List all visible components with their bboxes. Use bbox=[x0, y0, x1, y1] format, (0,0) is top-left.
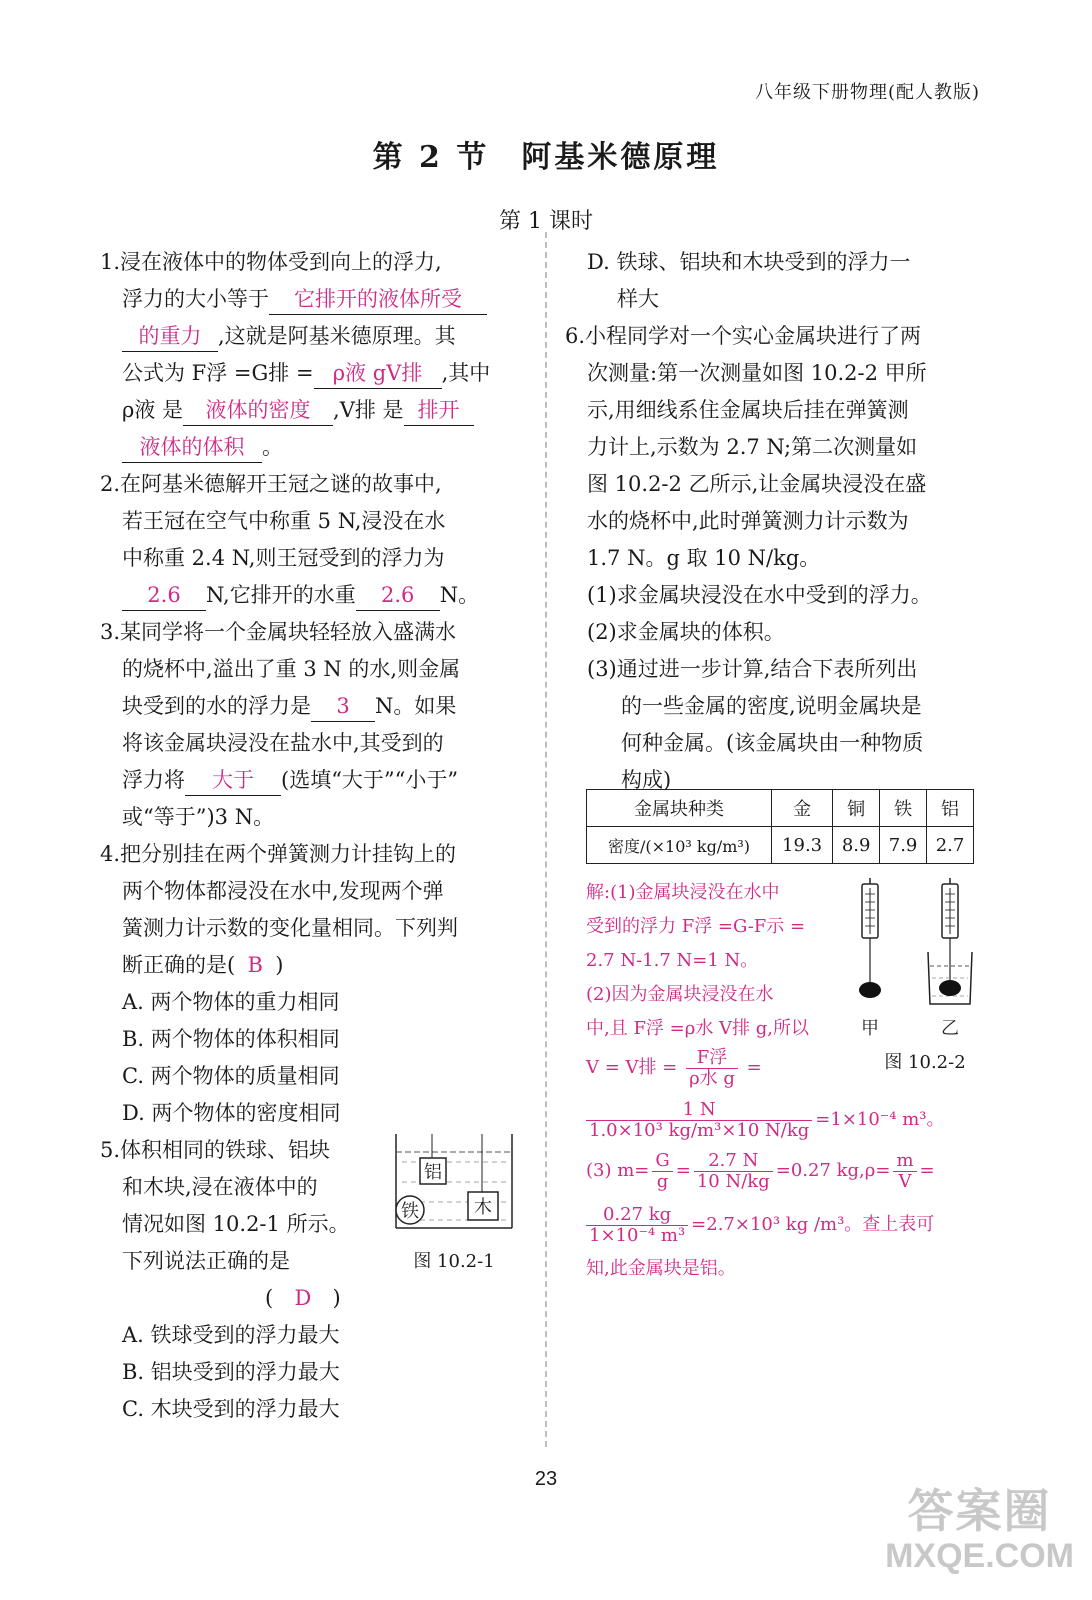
beaker-diagram bbox=[392, 1132, 516, 1240]
table-cell: 8.9 bbox=[833, 827, 880, 864]
table-row bbox=[587, 827, 974, 864]
answer-blank: 3 bbox=[311, 691, 375, 722]
denominator: 10 N/kg bbox=[696, 1170, 770, 1192]
watermark-url: MXQE.COM bbox=[885, 1537, 1074, 1575]
text: ρ液 是 bbox=[122, 398, 184, 422]
question-3 bbox=[100, 614, 520, 836]
solution-line: 知,此金属块是铝。 bbox=[586, 1258, 736, 1279]
label-iron: 铁 bbox=[401, 1201, 419, 1222]
answer-blank: 2.6 bbox=[122, 580, 206, 611]
table-cell: 铜 bbox=[833, 790, 880, 827]
answer-blank: 液体的密度 bbox=[183, 395, 333, 426]
text-line bbox=[100, 355, 520, 392]
question-1 bbox=[100, 244, 520, 466]
answer-blank: 的重力 bbox=[122, 321, 218, 352]
text-line: 示,用细线系住金属块后挂在弹簧测 bbox=[587, 398, 909, 422]
text: 公式为 F浮 =G排 = bbox=[122, 361, 314, 385]
text-line bbox=[100, 762, 520, 799]
text-line: 何种金属。(该金属块由一种物质 bbox=[621, 731, 924, 755]
option-d: D. 铁球、铝块和木块受到的浮力一 bbox=[587, 250, 911, 274]
option-b: B. 铝块受到的浮力最大 bbox=[122, 1360, 340, 1384]
text-line: 6.小程同学对一个实心金属块进行了两 bbox=[565, 324, 922, 348]
text-line: 图 10.2-2 乙所示,让金属块浸没在盛 bbox=[587, 472, 927, 496]
text-line bbox=[100, 947, 520, 984]
table-cell: 2.7 bbox=[927, 827, 974, 864]
text-line: 3.某同学将一个金属块轻轻放入盛满水 bbox=[100, 620, 457, 644]
text-line: 中称重 2.4 N,则王冠受到的浮力为 bbox=[122, 546, 445, 570]
answer-blank: 大于 bbox=[185, 765, 281, 796]
spring-scale-b bbox=[928, 878, 972, 1004]
sub-question-3: (3)通过进一步计算,结合下表所列出 bbox=[587, 657, 918, 681]
text-line: 5.体积相同的铁球、铝块 bbox=[100, 1138, 331, 1162]
table-cell: 19.3 bbox=[772, 827, 833, 864]
text: 块受到的水的浮力是 bbox=[122, 694, 311, 718]
text: = bbox=[746, 1057, 762, 1078]
numerator: 1 N bbox=[586, 1100, 812, 1121]
fraction bbox=[586, 1100, 812, 1141]
text: ,V排 是 bbox=[333, 398, 404, 422]
text: ,其中 bbox=[441, 361, 491, 385]
table-cell: 金属块种类 bbox=[587, 790, 772, 827]
sub-question-2: (2)求金属块的体积。 bbox=[587, 620, 785, 644]
fraction bbox=[893, 1151, 916, 1192]
text-line bbox=[100, 688, 520, 725]
solution-line: 受到的浮力 F浮 =G-F示 = bbox=[586, 916, 806, 937]
question-5 bbox=[100, 1132, 520, 1428]
text-line: 的烧杯中,溢出了重 3 N 的水,则金属 bbox=[122, 657, 461, 681]
question-6 bbox=[565, 318, 985, 799]
column-divider bbox=[545, 232, 547, 1447]
table-cell: 金 bbox=[772, 790, 833, 827]
solution-line bbox=[586, 1096, 986, 1144]
text-line: 簧测力计示数的变化量相同。下列判 bbox=[122, 916, 458, 940]
label-yi: 乙 bbox=[941, 1018, 959, 1038]
text: N。 bbox=[439, 583, 480, 607]
watermark-text: 答案圈 bbox=[907, 1485, 1052, 1537]
table-cell: 铝 bbox=[927, 790, 974, 827]
text-line: 或“等于”)3 N。 bbox=[122, 805, 275, 829]
numerator: 2.7 N bbox=[694, 1151, 773, 1172]
text: 浮力的大小等于 bbox=[122, 287, 269, 311]
numerator: F浮 bbox=[686, 1048, 738, 1069]
fraction bbox=[686, 1048, 738, 1089]
solution-line: (2)因为金属块浸没在水 bbox=[586, 984, 774, 1005]
fraction bbox=[586, 1205, 688, 1246]
page-header: 八年级下册物理(配人教版) bbox=[754, 82, 980, 103]
text: 断正确的是( bbox=[122, 953, 236, 977]
text: = bbox=[675, 1160, 691, 1181]
text-line: 下列说法正确的是 bbox=[122, 1249, 290, 1273]
text: V = V排 = bbox=[586, 1057, 678, 1078]
text-line: 1.7 N。g 取 10 N/kg。 bbox=[587, 546, 821, 570]
denominator: g bbox=[656, 1170, 669, 1192]
lesson-title: 第 1 课时 bbox=[499, 209, 593, 234]
answer-blank: 它排开的液体所受 bbox=[269, 284, 487, 315]
text-line: 2.在阿基米德解开王冠之谜的故事中, bbox=[100, 472, 442, 496]
text-line bbox=[100, 281, 520, 318]
text: 。 bbox=[262, 435, 283, 459]
text: ,这就是阿基米德原理。其 bbox=[218, 324, 456, 348]
option-a: A. 两个物体的重力相同 bbox=[122, 990, 340, 1014]
solution-line: 中,且 F浮 =ρ水 V排 g,所以 bbox=[586, 1018, 810, 1039]
text: =0.27 kg,ρ= bbox=[775, 1160, 891, 1181]
option-b: B. 两个物体的体积相同 bbox=[122, 1027, 340, 1051]
answer-blank: 2.6 bbox=[356, 580, 440, 611]
text-line: 1.浸在液体中的物体受到向上的浮力, bbox=[100, 250, 442, 274]
figure-caption: 图 10.2-1 bbox=[413, 1251, 495, 1272]
watermark bbox=[885, 1486, 1074, 1576]
answer-blank: 液体的体积 bbox=[122, 432, 262, 463]
text-line: 将该金属块浸没在盐水中,其受到的 bbox=[122, 731, 444, 755]
text-line: 若王冠在空气中称重 5 N,浸没在水 bbox=[122, 509, 446, 533]
solution-line: 2.7 N-1.7 N=1 N。 bbox=[586, 950, 759, 971]
text-line bbox=[100, 429, 520, 466]
option-c: C. 两个物体的质量相同 bbox=[122, 1064, 340, 1088]
section-name: 阿基米德原理 bbox=[521, 140, 720, 175]
text-line: 力计上,示数为 2.7 N;第二次测量如 bbox=[587, 435, 918, 459]
text: 浮力将 bbox=[122, 768, 185, 792]
sub-question-1: (1)求金属块浸没在水中受到的浮力。 bbox=[587, 583, 932, 607]
option-a: A. 铁球受到的浮力最大 bbox=[122, 1323, 340, 1347]
answer-choice: D bbox=[294, 1286, 312, 1310]
solution-line: 解:(1)金属块浸没在水中 bbox=[586, 882, 780, 903]
text-line: 次测量:第一次测量如图 10.2-2 甲所 bbox=[587, 361, 927, 385]
question-4 bbox=[100, 836, 520, 1132]
text-line: ( D ) bbox=[100, 1280, 520, 1317]
figure-caption: 图 10.2-2 bbox=[884, 1052, 966, 1073]
text: (选填“大于”“小于” bbox=[281, 768, 459, 792]
text: ) bbox=[275, 953, 284, 977]
denominator: 1.0×10³ kg/m³×10 N/kg bbox=[589, 1119, 810, 1141]
answer-blank: 排开 bbox=[404, 395, 474, 426]
figure-10-2-2 bbox=[850, 878, 980, 1078]
text-line: 构成) bbox=[621, 768, 672, 792]
metal-density-table bbox=[586, 789, 974, 864]
left-column bbox=[100, 244, 520, 1428]
spring-scale-a bbox=[859, 878, 881, 998]
answer-choice: B bbox=[247, 953, 263, 977]
page-number: 23 bbox=[534, 1468, 558, 1490]
section-number: 第 2 节 bbox=[372, 140, 490, 175]
option-d: D. 两个物体的密度相同 bbox=[122, 1101, 341, 1125]
label-aluminum: 铝 bbox=[424, 1162, 442, 1183]
section-title bbox=[0, 132, 1092, 176]
fraction bbox=[652, 1151, 672, 1192]
metal-block-a bbox=[859, 982, 881, 998]
numerator: m bbox=[893, 1151, 916, 1172]
text: (3) m= bbox=[586, 1160, 650, 1181]
text: =1×10⁻⁴ m³。 bbox=[815, 1109, 945, 1130]
solution-line bbox=[586, 1144, 986, 1198]
solution-cont bbox=[586, 1096, 986, 1286]
text: =2.7×10³ kg /m³。查上表可 bbox=[691, 1214, 935, 1235]
right-column bbox=[565, 244, 985, 799]
text-line: 4.把分别挂在两个弹簧测力计挂钩上的 bbox=[100, 842, 457, 866]
numerator: 0.27 kg bbox=[586, 1205, 688, 1226]
table-cell: 密度/(×10³ kg/m³) bbox=[587, 827, 772, 864]
text: N,它排开的水重 bbox=[206, 583, 356, 607]
denominator: ρ水 g bbox=[689, 1067, 735, 1089]
text-line: 和木块,浸在液体中的 bbox=[122, 1175, 318, 1199]
metal-block-b bbox=[939, 980, 961, 996]
text-line bbox=[100, 577, 520, 614]
denominator: V bbox=[898, 1170, 912, 1192]
text-line bbox=[100, 318, 520, 355]
numerator: G bbox=[652, 1151, 672, 1172]
option-c: C. 木块受到的浮力最大 bbox=[122, 1397, 340, 1421]
option-d-cont: 样大 bbox=[617, 287, 659, 311]
label-wood: 木 bbox=[474, 1197, 492, 1218]
text-line: 水的烧杯中,此时弹簧测力计示数为 bbox=[587, 509, 909, 533]
table-header-row bbox=[587, 790, 974, 827]
text-line: 两个物体都浸没在水中,发现两个弹 bbox=[122, 879, 444, 903]
text: = bbox=[919, 1160, 935, 1181]
text-line: 情况如图 10.2-1 所示。 bbox=[122, 1212, 350, 1236]
answer-blank: ρ液 gV排 bbox=[314, 358, 442, 389]
question-2 bbox=[100, 466, 520, 614]
text-line: 的一些金属的密度,说明金属块是 bbox=[621, 694, 922, 718]
text-line bbox=[100, 392, 520, 429]
table-cell: 铁 bbox=[880, 790, 927, 827]
solution-line bbox=[586, 1198, 986, 1252]
figure-10-2-1 bbox=[392, 1132, 516, 1272]
label-jia: 甲 bbox=[861, 1018, 879, 1038]
denominator: 1×10⁻⁴ m³ bbox=[589, 1224, 686, 1246]
table-cell: 7.9 bbox=[880, 827, 927, 864]
text: N。如果 bbox=[375, 694, 457, 718]
spring-scale-diagram bbox=[850, 878, 980, 1038]
fraction bbox=[694, 1151, 773, 1192]
